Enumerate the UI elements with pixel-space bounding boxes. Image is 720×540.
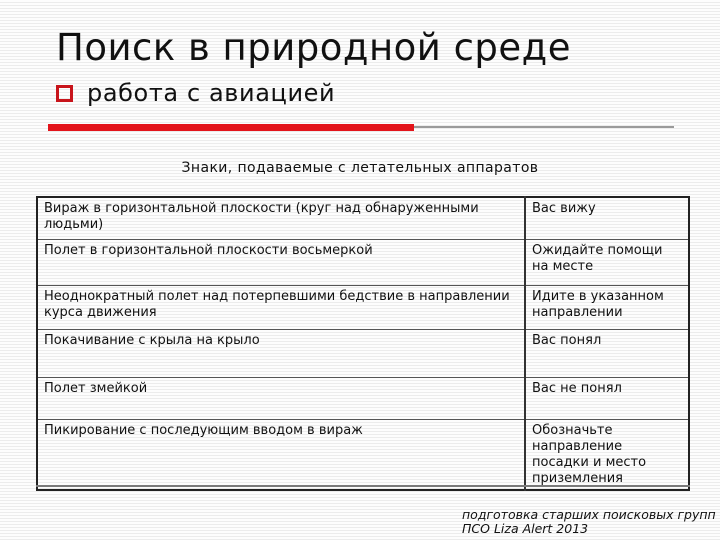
signal-cell: Вираж в горизонтальной плоскости (круг над обнаруженными людьми) [37,197,525,239]
table-row [37,239,689,285]
meaning-cell: Обозначьте направление посадки и место приземления [525,419,689,490]
divider-line [414,126,674,128]
footer-credit [462,508,716,536]
signal-cell: Полет в горизонтальной плоскости восьмеркой [37,239,525,285]
meaning-cell: Идите в указанном направлении [525,285,689,329]
bullet-text: работа с авиацией [87,79,336,107]
signal-cell: Неоднократный полет над потерпевшими бедствие в направлении курса движения [37,285,525,329]
footer-line-2: ПСО Liza Alert 2013 [462,521,589,536]
accent-divider [48,124,414,131]
meaning-cell: Вас понял [525,329,689,377]
table-row [37,377,689,419]
signals-table [36,196,690,491]
table-row [37,329,689,377]
table-row [37,197,689,239]
meaning-cell: Вас не понял [525,377,689,419]
signal-cell: Полет змейкой [37,377,525,419]
table-caption: Знаки, подаваемые с летательных аппаратов [181,160,539,176]
slide-title: Поиск в природной среде [56,26,572,69]
table-row [37,419,689,490]
bullet-item [56,78,335,108]
meaning-cell: Вас вижу [525,197,689,239]
signal-cell: Покачивание с крыла на крыло [37,329,525,377]
footer-line-1: подготовка старших поисковых групп [462,507,716,522]
table-row [37,285,689,329]
footer-divider [36,485,690,487]
meaning-cell: Ожидайте помощи на месте [525,239,689,285]
signal-cell: Пикирование с последующим вводом в вираж [37,419,525,490]
square-bullet-icon [56,85,73,102]
